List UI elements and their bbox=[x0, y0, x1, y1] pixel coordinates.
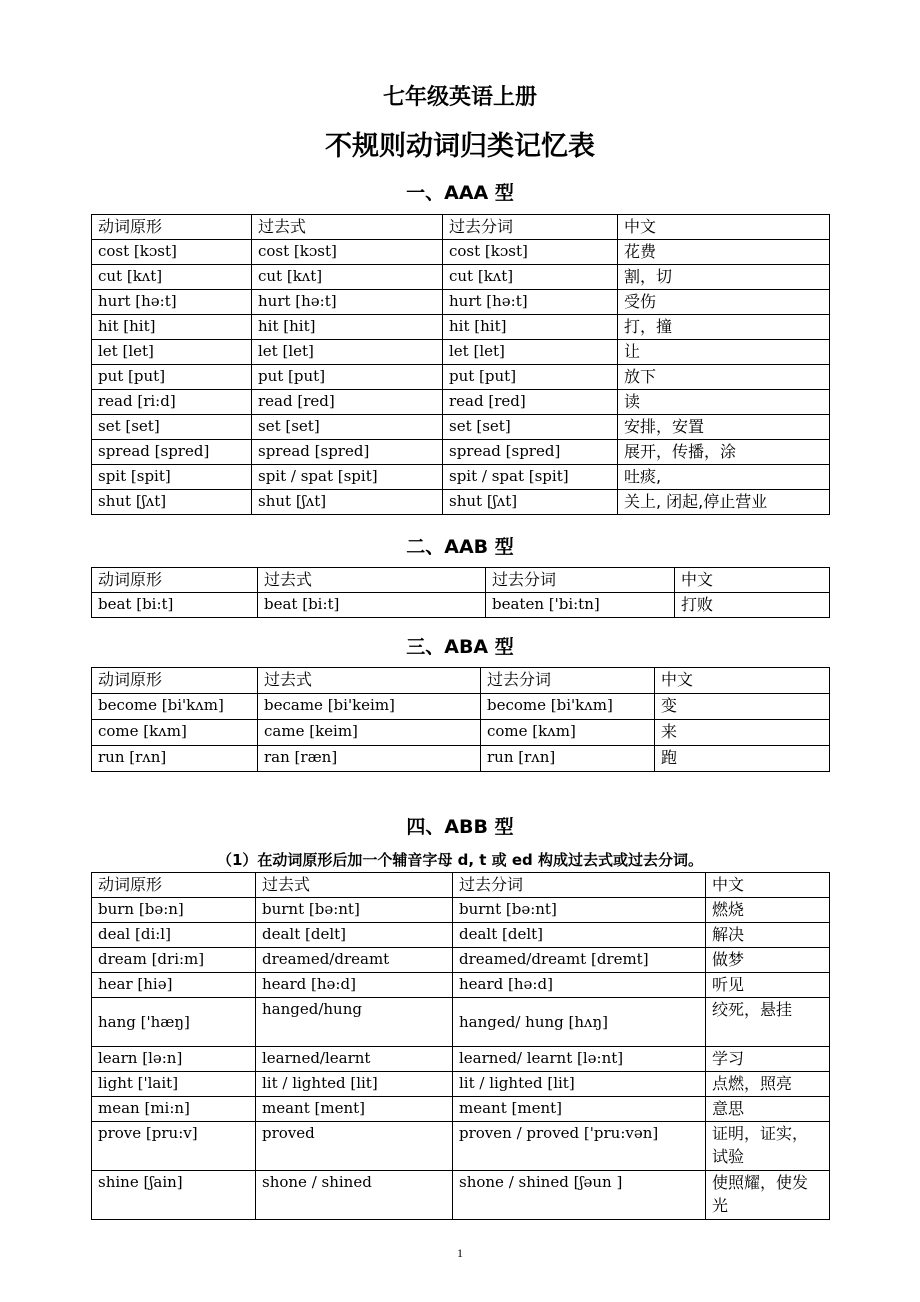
base-form-cell: burn [bə:n] bbox=[92, 898, 256, 923]
base-form-cell: hang ['hæŋ] bbox=[92, 998, 256, 1047]
chinese-meaning-cell: 让 bbox=[618, 340, 830, 365]
chinese-meaning-cell: 读 bbox=[618, 390, 830, 415]
table-row bbox=[92, 315, 830, 340]
past-participle-cell: come [kʌm] bbox=[481, 720, 655, 746]
table-row bbox=[92, 593, 830, 618]
base-form-cell: mean [mi:n] bbox=[92, 1097, 256, 1122]
chinese-meaning-cell: 放下 bbox=[618, 365, 830, 390]
chinese-meaning-cell: 证明，证实，试验 bbox=[706, 1122, 830, 1171]
table-header-row bbox=[92, 873, 830, 898]
past-tense-cell: spit / spat [spit] bbox=[252, 465, 443, 490]
base-form-cell: become [bi'kʌm] bbox=[92, 694, 258, 720]
past-participle-cell: set [set] bbox=[443, 415, 618, 440]
past-tense-cell: hurt [hə:t] bbox=[252, 290, 443, 315]
base-form-cell: beat [bi:t] bbox=[92, 593, 258, 618]
table-row bbox=[92, 390, 830, 415]
past-participle-cell: dreamed/dreamt [dremt] bbox=[453, 948, 706, 973]
base-form-cell: put [put] bbox=[92, 365, 252, 390]
chinese-meaning-cell: 打，撞 bbox=[618, 315, 830, 340]
header-cell: 过去分词 bbox=[443, 215, 618, 240]
past-tense-cell: set [set] bbox=[252, 415, 443, 440]
chinese-meaning-cell: 做梦 bbox=[706, 948, 830, 973]
base-form-cell: prove [pru:v] bbox=[92, 1122, 256, 1171]
base-form-cell: cut [kʌt] bbox=[92, 265, 252, 290]
chinese-meaning-cell: 燃烧 bbox=[706, 898, 830, 923]
table-row bbox=[92, 290, 830, 315]
table-row bbox=[92, 948, 830, 973]
section-heading-abb: 四、ABB 型 bbox=[406, 816, 514, 838]
table-aab bbox=[91, 567, 830, 618]
past-participle-cell: shone / shined [ʃəun ] bbox=[453, 1171, 706, 1220]
chinese-meaning-cell: 解决 bbox=[706, 923, 830, 948]
table-row bbox=[92, 340, 830, 365]
page-title: 七年级英语上册 bbox=[382, 85, 537, 110]
past-participle-cell: hurt [hə:t] bbox=[443, 290, 618, 315]
header-cell: 动词原形 bbox=[92, 568, 258, 593]
base-form-cell: cost [kɔst] bbox=[92, 240, 252, 265]
past-participle-cell: cost [kɔst] bbox=[443, 240, 618, 265]
past-tense-cell: became [bi'keim] bbox=[258, 694, 481, 720]
page-subtitle: 不规则动词归类记忆表 bbox=[325, 131, 595, 162]
past-tense-cell: let [let] bbox=[252, 340, 443, 365]
table-row bbox=[92, 1097, 830, 1122]
chinese-meaning-cell: 关上, 闭起,停止营业 bbox=[618, 490, 830, 515]
past-tense-cell: shone / shined bbox=[256, 1171, 453, 1220]
past-tense-cell: ran [ræn] bbox=[258, 746, 481, 772]
past-participle-cell: learned/ learnt [lə:nt] bbox=[453, 1047, 706, 1072]
past-participle-cell: run [rʌn] bbox=[481, 746, 655, 772]
base-form-cell: shine [ʃain] bbox=[92, 1171, 256, 1220]
table-row bbox=[92, 1047, 830, 1072]
chinese-meaning-cell: 变 bbox=[655, 694, 830, 720]
section-heading-aba: 三、ABA 型 bbox=[406, 636, 514, 658]
chinese-meaning-cell: 使照耀，使发光 bbox=[706, 1171, 830, 1220]
chinese-meaning-cell: 跑 bbox=[655, 746, 830, 772]
past-tense-cell: read [red] bbox=[252, 390, 443, 415]
past-participle-cell: spit / spat [spit] bbox=[443, 465, 618, 490]
base-form-cell: spit [spit] bbox=[92, 465, 252, 490]
base-form-cell: hear [hiə] bbox=[92, 973, 256, 998]
base-form-cell: run [rʌn] bbox=[92, 746, 258, 772]
chinese-meaning-cell: 打败 bbox=[675, 593, 830, 618]
header-cell: 过去式 bbox=[252, 215, 443, 240]
table-row bbox=[92, 1122, 830, 1171]
header-cell: 动词原形 bbox=[92, 215, 252, 240]
section-heading-aab: 二、AAB 型 bbox=[406, 536, 514, 558]
table-row bbox=[92, 923, 830, 948]
table-row bbox=[92, 465, 830, 490]
past-tense-cell: hit [hit] bbox=[252, 315, 443, 340]
chinese-meaning-cell: 受伤 bbox=[618, 290, 830, 315]
header-cell: 过去分词 bbox=[481, 668, 655, 694]
chinese-meaning-cell: 学习 bbox=[706, 1047, 830, 1072]
chinese-meaning-cell: 花费 bbox=[618, 240, 830, 265]
header-cell: 过去分词 bbox=[453, 873, 706, 898]
header-cell: 中文 bbox=[675, 568, 830, 593]
past-participle-cell: heard [hə:d] bbox=[453, 973, 706, 998]
table-aba bbox=[91, 667, 830, 772]
header-cell: 过去式 bbox=[258, 668, 481, 694]
chinese-meaning-cell: 绞死，悬挂 bbox=[706, 998, 830, 1047]
past-participle-cell: proven / proved ['pru:vən] bbox=[453, 1122, 706, 1171]
past-tense-cell: hanged/hung bbox=[256, 998, 453, 1047]
table-row bbox=[92, 490, 830, 515]
chinese-meaning-cell: 听见 bbox=[706, 973, 830, 998]
past-participle-cell: dealt [delt] bbox=[453, 923, 706, 948]
past-participle-cell: hit [hit] bbox=[443, 315, 618, 340]
past-tense-cell: heard [hə:d] bbox=[256, 973, 453, 998]
header-cell: 中文 bbox=[706, 873, 830, 898]
header-cell: 过去式 bbox=[258, 568, 486, 593]
table-row bbox=[92, 694, 830, 720]
table-aaa bbox=[91, 214, 830, 515]
table-row bbox=[92, 265, 830, 290]
base-form-cell: spread [spred] bbox=[92, 440, 252, 465]
past-participle-cell: spread [spred] bbox=[443, 440, 618, 465]
page-number: 1 bbox=[457, 1246, 463, 1260]
chinese-meaning-cell: 展开，传播，涂 bbox=[618, 440, 830, 465]
chinese-meaning-cell: 点燃，照亮 bbox=[706, 1072, 830, 1097]
past-participle-cell: shut [ʃʌt] bbox=[443, 490, 618, 515]
past-tense-cell: spread [spred] bbox=[252, 440, 443, 465]
table-row bbox=[92, 365, 830, 390]
table-row bbox=[92, 415, 830, 440]
base-form-cell: light ['lait] bbox=[92, 1072, 256, 1097]
table-header-row bbox=[92, 215, 830, 240]
table-row bbox=[92, 898, 830, 923]
base-form-cell: set [set] bbox=[92, 415, 252, 440]
base-form-cell: read [ri:d] bbox=[92, 390, 252, 415]
past-participle-cell: read [red] bbox=[443, 390, 618, 415]
base-form-cell: let [let] bbox=[92, 340, 252, 365]
chinese-meaning-cell: 来 bbox=[655, 720, 830, 746]
table-row bbox=[92, 1171, 830, 1220]
base-form-cell: dream [dri:m] bbox=[92, 948, 256, 973]
past-tense-cell: burnt [bə:nt] bbox=[256, 898, 453, 923]
past-tense-cell: beat [bi:t] bbox=[258, 593, 486, 618]
header-cell: 过去分词 bbox=[486, 568, 675, 593]
base-form-cell: come [kʌm] bbox=[92, 720, 258, 746]
table-row bbox=[92, 240, 830, 265]
past-tense-cell: cost [kɔst] bbox=[252, 240, 443, 265]
header-cell: 过去式 bbox=[256, 873, 453, 898]
header-cell: 动词原形 bbox=[92, 668, 258, 694]
past-participle-cell: meant [ment] bbox=[453, 1097, 706, 1122]
header-cell: 中文 bbox=[655, 668, 830, 694]
chinese-meaning-cell: 意思 bbox=[706, 1097, 830, 1122]
past-tense-cell: shut [ʃʌt] bbox=[252, 490, 443, 515]
base-form-cell: shut [ʃʌt] bbox=[92, 490, 252, 515]
past-tense-cell: dealt [delt] bbox=[256, 923, 453, 948]
past-tense-cell: meant [ment] bbox=[256, 1097, 453, 1122]
base-form-cell: hurt [hə:t] bbox=[92, 290, 252, 315]
past-tense-cell: learned/learnt bbox=[256, 1047, 453, 1072]
table-row bbox=[92, 1072, 830, 1097]
past-participle-cell: let [let] bbox=[443, 340, 618, 365]
chinese-meaning-cell: 割，切 bbox=[618, 265, 830, 290]
table-row bbox=[92, 440, 830, 465]
table-header-row bbox=[92, 568, 830, 593]
base-form-cell: learn [lə:n] bbox=[92, 1047, 256, 1072]
chinese-meaning-cell: 安排，安置 bbox=[618, 415, 830, 440]
base-form-cell: deal [di:l] bbox=[92, 923, 256, 948]
table-row bbox=[92, 973, 830, 998]
header-cell: 中文 bbox=[618, 215, 830, 240]
past-tense-cell: put [put] bbox=[252, 365, 443, 390]
chinese-meaning-cell: 吐痰, bbox=[618, 465, 830, 490]
past-participle-cell: burnt [bə:nt] bbox=[453, 898, 706, 923]
table-row bbox=[92, 746, 830, 772]
past-participle-cell: put [put] bbox=[443, 365, 618, 390]
table-row bbox=[92, 998, 830, 1047]
base-form-cell: hit [hit] bbox=[92, 315, 252, 340]
past-tense-cell: dreamed/dreamt bbox=[256, 948, 453, 973]
table-row bbox=[92, 720, 830, 746]
past-tense-cell: cut [kʌt] bbox=[252, 265, 443, 290]
past-participle-cell: hanged/ hung [hʌŋ] bbox=[453, 998, 706, 1047]
past-tense-cell: came [keim] bbox=[258, 720, 481, 746]
past-participle-cell: become [bi'kʌm] bbox=[481, 694, 655, 720]
past-participle-cell: cut [kʌt] bbox=[443, 265, 618, 290]
table-header-row bbox=[92, 668, 830, 694]
header-cell: 动词原形 bbox=[92, 873, 256, 898]
past-tense-cell: lit / lighted [lit] bbox=[256, 1072, 453, 1097]
past-participle-cell: beaten ['bi:tn] bbox=[486, 593, 675, 618]
table-abb bbox=[91, 872, 830, 1220]
section-note-abb: （1）在动词原形后加一个辅音字母 d, t 或 ed 构成过去式或过去分词。 bbox=[216, 851, 704, 869]
section-heading-aaa: 一、AAA 型 bbox=[406, 182, 514, 204]
past-participle-cell: lit / lighted [lit] bbox=[453, 1072, 706, 1097]
past-tense-cell: proved bbox=[256, 1122, 453, 1171]
